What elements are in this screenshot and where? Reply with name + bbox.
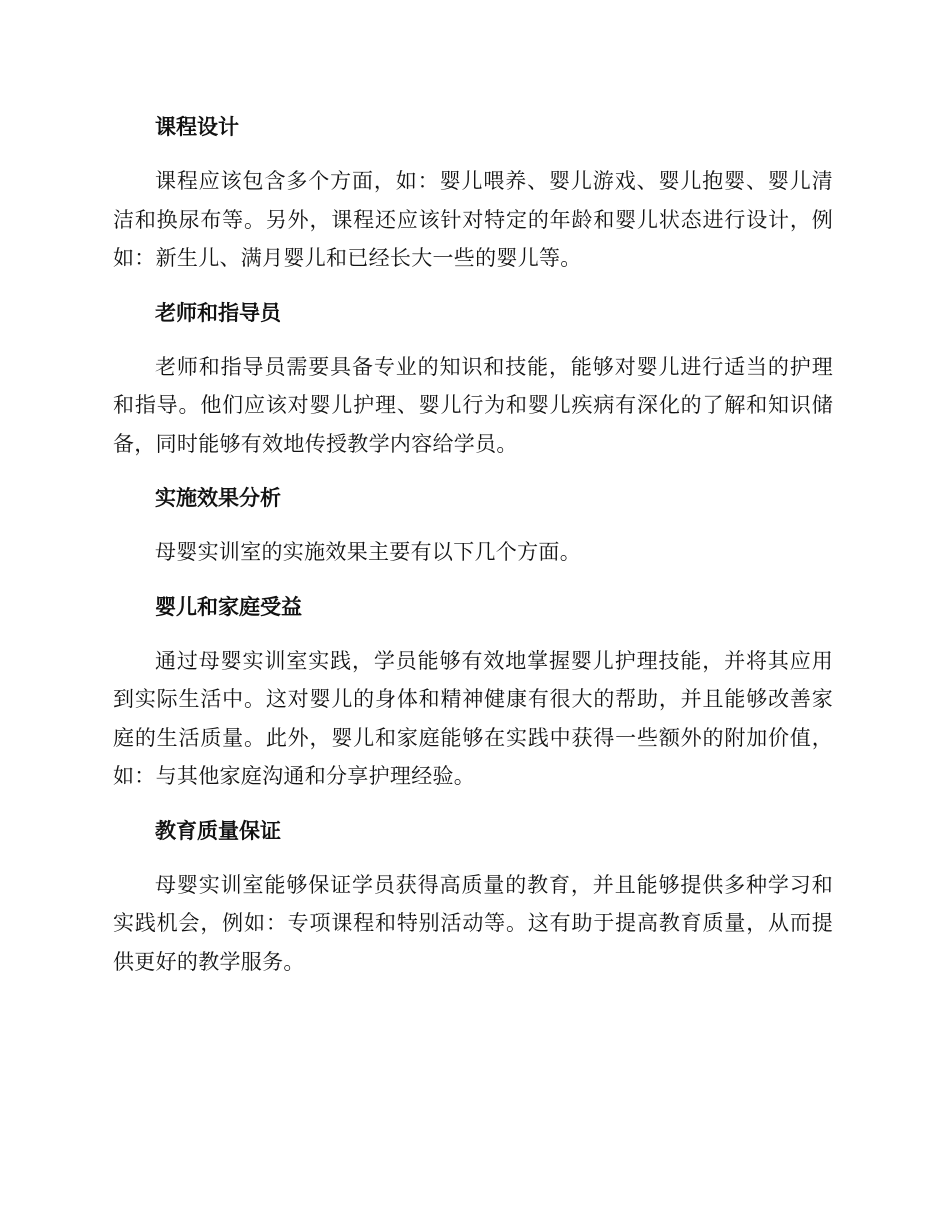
section-heading-quality-assurance: 教育质量保证	[155, 818, 281, 843]
section-paragraph-course-design: 课程应该包含多个方面，如：婴儿喂养、婴儿游戏、婴儿抱婴、婴儿清洁和换尿布等。另外，课程还应该针对特定的年龄和婴儿状态进行设计，例如：新生儿、满月婴儿和已经长大一些的婴儿等。	[113, 169, 833, 270]
section-heading-course-design: 课程设计	[155, 115, 239, 139]
section-heading-family-benefit: 婴儿和家庭受益	[155, 594, 302, 619]
section-paragraph-quality-assurance: 母婴实训室能够保证学员获得高质量的教育，并且能够提供多种学习和实践机会，例如：专项课程和特别活动等。这有助于提高教育质量，从而提供更好的教学服务。	[113, 872, 833, 974]
section-paragraph-effect-analysis: 母婴实训室的实施效果主要有以下几个方面。	[155, 540, 581, 564]
section-paragraph-family-benefit: 通过母婴实训室实践，学员能够有效地掌握婴儿护理技能，并将其应用到实际生活中。这对婴儿的身体和精神健康有很大的帮助，并且能够改善家庭的生活质量。此外，婴儿和家庭能够在实践中获得一些额外的附加价值，如：与其他家庭沟通和分享护理经验。	[113, 648, 833, 788]
document-body	[113, 108, 833, 997]
section-heading-teachers: 老师和指导员	[155, 300, 281, 325]
section-heading-effect-analysis: 实施效果分析	[155, 486, 281, 510]
section-paragraph-teachers: 老师和指导员需要具备专业的知识和技能，能够对婴儿进行适当的护理和指导。他们应该对婴儿护理、婴儿行为和婴儿疾病有深化的了解和知识储备，同时能够有效地传授教学内容给学员。	[113, 354, 833, 456]
